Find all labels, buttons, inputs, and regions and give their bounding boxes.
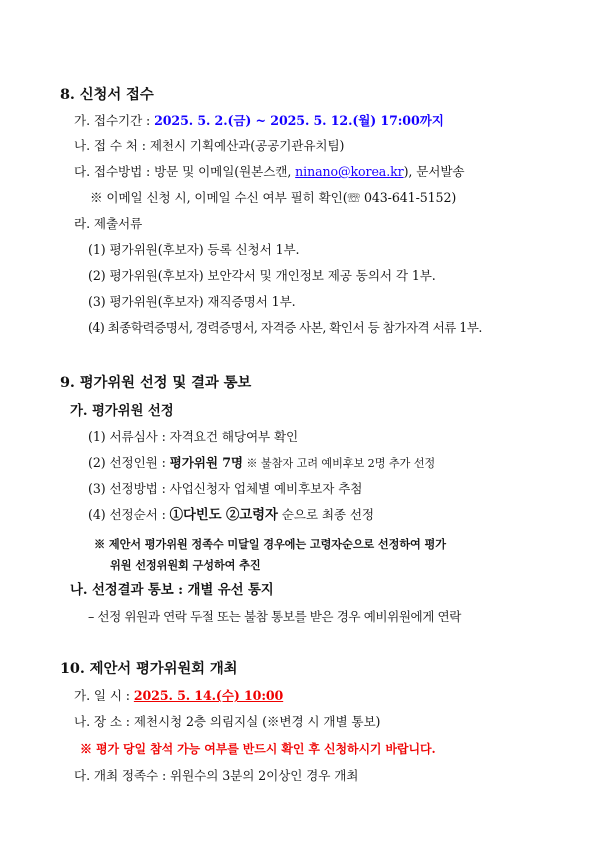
application-period-value: 2025. 5. 2.(금) ~ 2025. 5. 12.(월) 17:00까지: [154, 113, 444, 128]
document-item: (2) 평가위원(후보자) 보안각서 및 개인정보 제공 동의서 각 1부.: [88, 268, 436, 283]
meeting-date-label: 가. 일 시 :: [74, 688, 134, 703]
document-item: (4) 최종학력증명서, 경력증명서, 자격증 사본, 확인서 등 참가자격 서류 1부.: [88, 320, 482, 335]
quorum-note-line2: 위원 선정위원회 구성하여 추진: [110, 558, 261, 572]
selection-title: 가. 평가위원 선정: [70, 403, 174, 419]
application-method-suffix: ), 문서발송: [403, 164, 465, 179]
section-9-heading: 9. 평가위원 선정 및 결과 통보: [60, 374, 252, 391]
meeting-place: 나. 장 소 : 제천시청 2층 의림지실 (※변경 시 개별 통보): [74, 714, 381, 729]
application-office: 나. 접 수 처 : 제천시 기획예산과(공공기관유치팀): [74, 138, 345, 153]
result-notice-note: – 선정 위원과 연락 두절 또는 불참 통보를 받은 경우 예비위원에게 연락: [88, 609, 461, 624]
selection-order-label: (4) 선정순서 :: [88, 507, 170, 522]
application-method-row: [74, 164, 464, 180]
selection-method-item: (3) 선정방법 : 사업신청자 업체별 예비후보자 추첨: [88, 481, 363, 496]
document-item: (1) 평가위원(후보자) 등록 신청서 1부.: [88, 242, 300, 257]
email-link[interactable]: ninano@korea.kr: [295, 164, 404, 179]
application-period-row: [74, 113, 444, 129]
selection-count-label: (2) 선정인원 :: [88, 455, 170, 470]
selection-count-note: ※ 불참자 고려 예비후보 2명 추가 선정: [242, 457, 436, 470]
section-8-heading: 8. 신청서 접수: [60, 86, 154, 103]
meeting-date-value: 2025. 5. 14.(수) 10:00: [133, 688, 284, 703]
application-method-text: 다. 접수방법 : 방문 및 이메일(원본스캔,: [74, 164, 296, 179]
documents-title: 라. 제출서류: [74, 216, 143, 231]
attendance-warning: ※ 평가 당일 참석 가능 여부를 반드시 확인 후 신청하시기 바랍니다.: [80, 742, 436, 756]
selection-order-value: ①다빈도 ②고령자: [169, 507, 278, 523]
document-item: (3) 평가위원(후보자) 재직증명서 1부.: [88, 294, 296, 309]
selection-count-value: 평가위원 7명: [169, 455, 243, 470]
meeting-quorum: 다. 개최 정족수 : 위원수의 3분의 2이상인 경우 개최: [74, 768, 359, 783]
result-notice-title: 나. 선정결과 통보 : 개별 유선 통지: [70, 582, 274, 598]
section-10-heading: 10. 제안서 평가위원회 개최: [60, 660, 238, 677]
email-note: ※ 이메일 신청 시, 이메일 수신 여부 필히 확인(☏ 043-641-5152): [90, 190, 457, 205]
meeting-date-row: [74, 688, 283, 704]
screening-item: (1) 서류심사 : 자격요건 해당여부 확인: [88, 429, 299, 444]
quorum-note-line1: ※ 제안서 평가위원 정족수 미달일 경우에는 고령자순으로 선정하여 평가: [94, 537, 446, 551]
selection-count-row: [88, 455, 435, 471]
selection-order-row: [88, 507, 374, 523]
application-period-label: 가. 접수기간 :: [74, 113, 155, 128]
selection-order-suffix: 순으로 최종 선정: [277, 507, 374, 522]
